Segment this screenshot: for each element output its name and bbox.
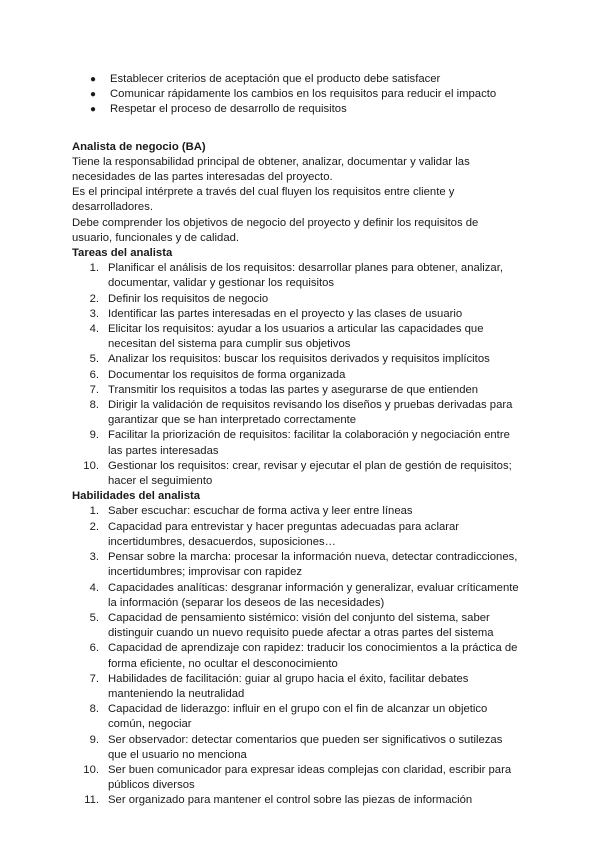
task-item: 5. Analizar los requisitos: buscar los requisitos derivados y requisitos implícitos <box>89 353 490 366</box>
skill-item: 6. Capacidad de aprendizaje con rapidez: traducir los conocimientos a la práctica de forma eficiente, no ocultar el desconocimiento <box>89 642 518 670</box>
ba-paragraph: Es el principal intérprete a través del cual fluyen los requisitos entre cliente y desarrolladores. <box>72 186 455 214</box>
skills-heading: Habilidades del analista <box>72 490 201 503</box>
ba-paragraph: Tiene la responsabilidad principal de obtener, analizar, documentar y validar las necesidades de las partes interesadas del proyecto. <box>72 155 470 184</box>
task-item: 10. Gestionar los requisitos: crear, revisar y ejecutar el plan de gestión de requisitos; hacer el seguimiento <box>83 459 512 488</box>
task-item: 1. Planificar el análisis de los requisitos: desarrollar planes para obtener, analizar, documentar, validar y gestionar los requisitos <box>89 262 503 290</box>
skill-item: 8. Capacidad de liderazgo: influir en el grupo con el fin de alcanzar un objetico común, negociar <box>89 703 488 731</box>
skill-item: 7. Habilidades de facilitación: guiar al grupo hacia el éxito, facilitar debates manteniendo la neutralidad <box>89 672 469 700</box>
skill-item: 11. Ser organizado para mantener el control sobre las piezas de información <box>84 794 473 807</box>
bullet-icon: ● <box>90 74 97 85</box>
task-item: 8. Dirigir la validación de requisitos revisando los diseños y pruebas derivadas para garantizar que se han interpretado correctamente <box>89 399 513 427</box>
task-item: 3. Identificar las partes interesadas en el proyecto y las clases de usuario <box>89 307 463 320</box>
skills-list <box>72 504 520 808</box>
ba-paragraph: Debe comprender los objetivos de negocio del proyecto y definir los requisitos de usuario, funcionales y de calidad. <box>72 216 479 244</box>
tasks-heading: Tareas del analista <box>72 247 173 260</box>
ba-heading: Analista de negocio (BA) <box>72 140 206 153</box>
task-item: 7. Transmitir los requisitos a todas las partes y asegurarse de que entienden <box>89 383 479 396</box>
skill-item: 3. Pensar sobre la marcha: procesar la información nueva, detectar contradicciones, incertidumbres; improvisar con rapidez <box>89 551 518 579</box>
task-item: 6. Documentar los requisitos de forma organizada <box>89 368 346 381</box>
task-item: 9. Facilitar la priorización de requisitos: facilitar la colaboración y negociación entre las partes interesadas <box>89 429 510 457</box>
task-item: 2. Definir los requisitos de negocio <box>89 292 269 305</box>
skill-item: 10. Ser buen comunicador para expresar ideas complejas con claridad, escribir para públicos diversos <box>83 763 512 792</box>
bullet-icon: ● <box>90 104 97 116</box>
bullet-item: ● Establecer criterios de aceptación que el producto debe satisfacer <box>72 72 520 87</box>
skill-item: 2. Capacidad para entrevistar y hacer preguntas adecuadas para aclarar incertidumbres, desacuerdos, suposiciones… <box>89 520 460 548</box>
intro-bullet-list <box>72 72 520 118</box>
skill-item: 4. Capacidades analíticas: desgranar información y generalizar, evaluar críticamente la información (separar los deseos de las necesidades) <box>89 581 519 609</box>
bullet-item: ● Respetar el proceso de desarrollo de requisitos <box>72 102 520 117</box>
skill-item: 5. Capacidad de pensamiento sistémico: visión del conjunto del sistema, saber distinguir cuando un nuevo requisito puede afectar a otras partes del sistema <box>89 611 494 640</box>
task-item: 4. Elicitar los requisitos: ayudar a los usuarios a articular las capacidades que necesitan del sistema para cumplir sus objetivos <box>89 323 484 351</box>
skill-item: 1. Saber escuchar: escuchar de forma activa y leer entre líneas <box>89 505 413 518</box>
skill-item: 9. Ser observador: detectar comentarios que pueden ser significativos o sutilezas que el usuario no menciona <box>89 733 503 761</box>
bullet-item: ● Comunicar rápidamente los cambios en los requisitos para reducir el impacto <box>72 87 520 102</box>
bullet-icon: ● <box>90 89 97 101</box>
tasks-list <box>72 261 520 489</box>
